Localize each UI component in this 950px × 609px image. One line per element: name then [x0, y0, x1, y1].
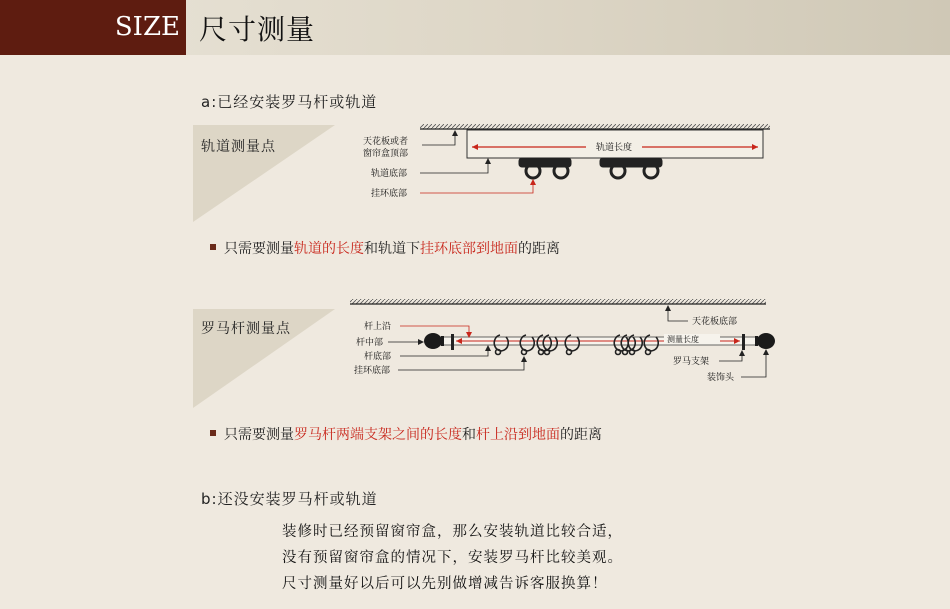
- track-bottom-label: 轨道底部: [371, 169, 408, 179]
- rod-panel-label: 罗马杆测量点: [201, 321, 291, 337]
- rod-bottom-label: 杆底部: [364, 352, 392, 362]
- rod-middle-label: 杆中部: [356, 338, 384, 348]
- bracket-label: 罗马支架: [673, 357, 710, 367]
- track-ceiling-label-2: 窗帘盒顶部: [363, 149, 409, 159]
- section-b-heading: b:还没安装罗马杆或轨道: [201, 490, 378, 508]
- section-a-heading: a:已经安装罗马杆或轨道: [201, 93, 378, 111]
- rod-top-label: 杆上沿: [364, 322, 392, 332]
- rod-bracket-right: [742, 334, 745, 350]
- rod-ceiling-hatch: [350, 299, 766, 304]
- size-badge: SIZE: [0, 0, 186, 55]
- track-note: 只需要测量轨道的长度和轨道下挂环底部到地面的距离: [210, 238, 560, 258]
- hook-bottom-label: 挂环底部: [371, 189, 408, 199]
- ring-bottom-label: 挂环底部: [354, 366, 391, 376]
- rod-note: 只需要测量罗马杆两端支架之间的长度和杆上沿到地面的距离: [210, 424, 602, 444]
- section-b-line-2: 没有预留窗帘盒的情况下，安装罗马杆比较美观。: [282, 550, 623, 566]
- section-b-line-1: 装修时已经预留窗帘盒，那么安装轨道比较合适，: [282, 524, 623, 540]
- note-bullet: [210, 430, 216, 436]
- track-ceiling-label-1: 天花板或者: [363, 137, 409, 147]
- track-length-label: 轨道长度: [595, 143, 633, 153]
- rod-measure-label: 测量长度: [667, 335, 699, 344]
- page-title: 尺寸测量: [199, 13, 316, 46]
- rod-ceiling-bottom-label: 天花板底部: [692, 317, 738, 327]
- section-b-line-3: 尺寸测量好以后可以先别做增减告诉客服换算！: [282, 576, 608, 592]
- track-panel-label: 轨道测量点: [201, 139, 276, 155]
- finial-label: 装饰头: [707, 373, 735, 383]
- rod-bracket-left: [451, 334, 454, 350]
